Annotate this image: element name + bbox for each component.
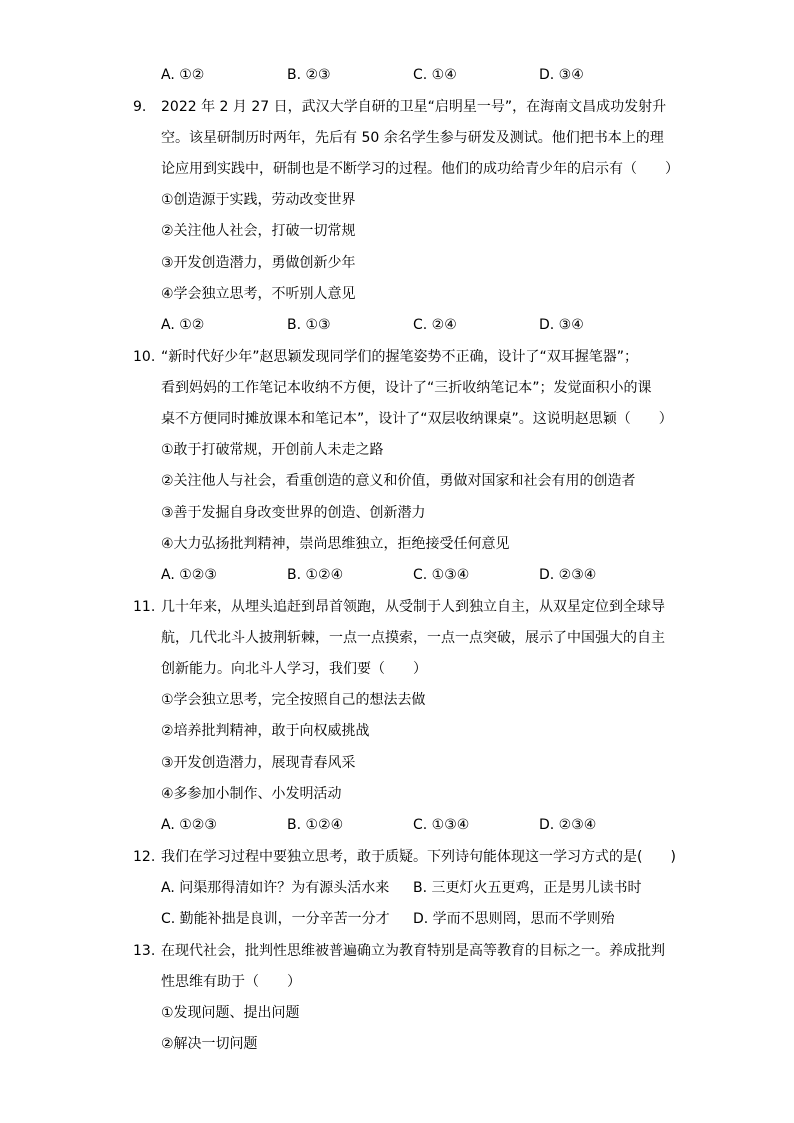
q12-number: 12. [133, 849, 156, 865]
q8-option-c: C. ①④ [413, 67, 457, 83]
q10-option-c: C. ①③④ [413, 567, 470, 583]
q9-stem-line-1: 2022 年 2 月 27 日，武汉大学自研的卫星“启明星一号”，在海南文昌成功发射升 [161, 99, 667, 115]
q9-statement-1: ①创造源于实践，劳动改变世界 [161, 192, 356, 208]
q9-option-b: B. ①③ [287, 317, 331, 333]
q13-statement-1: ①发现问题、提出问题 [161, 1005, 300, 1021]
q11-stem-line-3: 创新能力。向北斗人学习，我们要（ ） [161, 661, 427, 677]
q10-statement-2: ②关注他人与社会，看重创造的意义和价值，勇做对国家和社会有用的创造者 [161, 473, 636, 489]
q12-option-c: C. 勤能补拙是良训，一分辛苦一分才 [161, 911, 390, 927]
q8-option-d: D. ③④ [539, 67, 584, 83]
q11-option-c: C. ①③④ [413, 817, 470, 833]
q10-option-d: D. ②③④ [539, 567, 597, 583]
q10-option-b: B. ①②④ [287, 567, 344, 583]
q8-option-b: B. ②③ [287, 67, 331, 83]
q12-stem-line-1: 我们在学习过程中要独立思考，敢于质疑。下列诗句能体现这一学习方式的是( ) [161, 849, 676, 865]
q9-option-c: C. ②④ [413, 317, 457, 333]
q10-statement-1: ①敢于打破常规，开创前人未走之路 [161, 442, 384, 458]
q11-stem-line-1: 几十年来，从埋头追赶到昂首领跑，从受制于人到独立自主，从双星定位到全球导 [161, 599, 665, 615]
q11-option-b: B. ①②④ [287, 817, 344, 833]
q12-option-b: B. 三更灯火五更鸡，正是男儿读书时 [413, 880, 642, 896]
q9-number: 9. [133, 99, 147, 115]
q9-option-d: D. ③④ [539, 317, 584, 333]
q10-number: 10. [133, 349, 156, 365]
q13-stem-line-1: 在现代社会，批判性思维被普遍确立为教育特别是高等教育的目标之一。养成批判 [161, 943, 665, 959]
q13-stem-line-2: 性思维有助于（ ） [161, 974, 301, 990]
q11-stem-line-2: 航，几代北斗人披荆斩棘，一点一点摸索，一点一点突破，展示了中国强大的自主 [161, 630, 665, 646]
q13-statement-2: ②解决一切问题 [161, 1036, 258, 1052]
q10-stem-line-3: 桌不方便同时摊放课本和笔记本”，设计了“双层收纳课桌”。这说明赵思颖（ ） [161, 411, 673, 427]
q10-stem-line-2: 看到妈妈的工作笔记本收纳不方便，设计了“三折收纳笔记本”；发觉面积小的课 [161, 380, 652, 396]
q11-statement-2: ②培养批判精神，敢于向权威挑战 [161, 723, 370, 739]
q9-stem-line-2: 空。该星研制历时两年，先后有 50 余名学生参与研发及测试。他们把书本上的理 [161, 130, 664, 146]
q13-number: 13. [133, 943, 156, 959]
q11-statement-3: ③开发创造潜力，展现青春风采 [161, 755, 356, 771]
q9-statement-3: ③开发创造潜力，勇做创新少年 [161, 255, 356, 271]
q11-option-d: D. ②③④ [539, 817, 597, 833]
q8-option-a: A. ①② [161, 67, 205, 83]
q10-stem-line-1: “新时代好少年”赵思颖发现同学们的握笔姿势不正确，设计了“双耳握笔器”； [161, 349, 639, 365]
q9-statement-4: ④学会独立思考，不听别人意见 [161, 286, 356, 302]
q12-option-d: D. 学而不思则罔，思而不学则殆 [413, 911, 615, 927]
q11-option-a: A. ①②③ [161, 817, 217, 833]
q9-stem-line-3: 论应用到实践中，研制也是不断学习的过程。他们的成功给青少年的启示有（ ） [161, 161, 679, 177]
q11-statement-4: ④多参加小制作、小发明活动 [161, 786, 342, 802]
q11-number: 11. [133, 599, 156, 615]
q9-option-a: A. ①② [161, 317, 205, 333]
q10-statement-4: ④大力弘扬批判精神，崇尚思维独立，拒绝接受任何意见 [161, 536, 510, 552]
q10-statement-3: ③善于发掘自身改变世界的创造、创新潜力 [161, 505, 426, 521]
q12-option-a: A. 问渠那得清如许？为有源头活水来 [161, 880, 390, 896]
q10-option-a: A. ①②③ [161, 567, 217, 583]
q9-statement-2: ②关注他人社会，打破一切常规 [161, 223, 356, 239]
q11-statement-1: ①学会独立思考，完全按照自己的想法去做 [161, 692, 426, 708]
